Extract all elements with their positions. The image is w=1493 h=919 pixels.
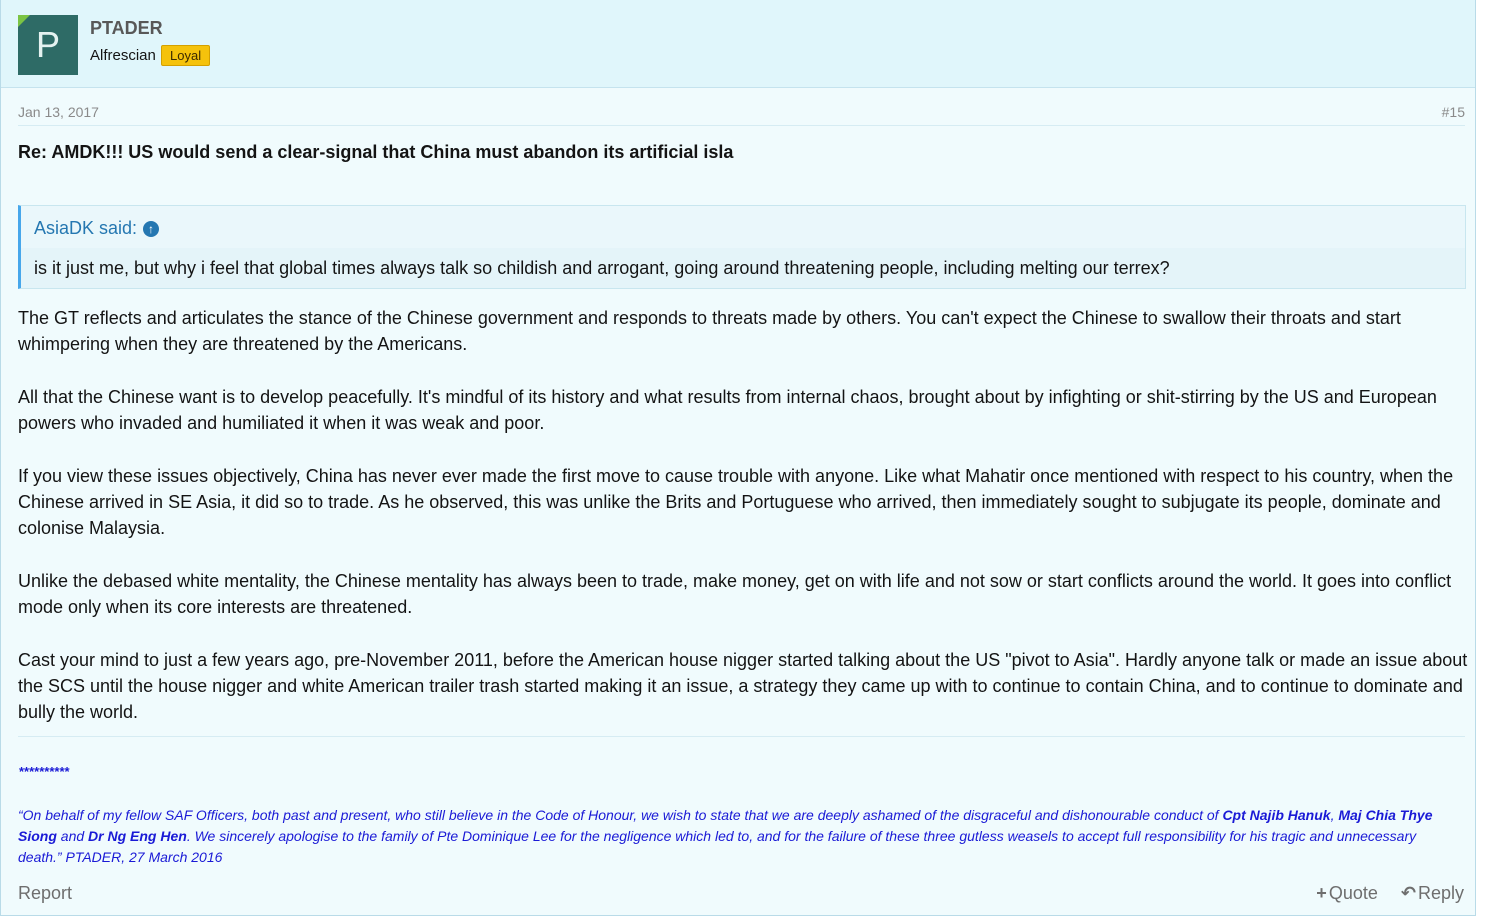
reply-label: Reply	[1417, 883, 1464, 903]
signature-name: Dr Ng Eng Hen	[88, 828, 187, 844]
circle-arrow-up-icon[interactable]: ↑	[143, 221, 159, 237]
user-rank-badge: Loyal	[161, 45, 210, 66]
user-title: Alfrescian	[90, 47, 156, 64]
post-author-header	[1, 0, 1475, 88]
avatar[interactable]: P	[18, 15, 78, 75]
signature-text	[18, 805, 1458, 868]
signature-part: “On behalf of my fellow SAF Officers, both past and present, who still believe in the Code of Honour, we wish to state that we are deeply ashamed of the disgraceful and dishonourable conduct of	[18, 807, 1223, 823]
username[interactable]: PTADER	[90, 18, 163, 38]
signature-stars: **********	[19, 764, 70, 779]
message-paragraph: Cast your mind to just a few years ago, pre-November 2011, before the American house nigger started talking about the US "pivot to Asia". Hardly anyone talk or made an issue about the SCS until the house nigger and white American trailer trash started making it an issue, a strategy they came up with to continue to contain China, and to continue to dominate and bully the world.	[18, 650, 1468, 722]
quote-block	[18, 205, 1466, 289]
signature-separator: and	[56, 828, 89, 844]
message-paragraph: If you view these issues objectively, China has never ever made the first move to cause trouble with anyone. Like what Mahatir once mentioned with respect to his country, when the Chinese arrived in SE Asia, it did so to trade. As he observed, this was unlike the Brits and Portuguese who arrived, then immediately sought to subjugate its people, dominate and colonise Malaysia.	[18, 466, 1454, 538]
signature-name: Cpt Najib Hanuk	[1222, 807, 1331, 823]
signature-divider	[18, 736, 1465, 737]
post-title: Re: AMDK!!! US would send a clear-signal that China must abandon its artificial isla	[18, 142, 734, 162]
signature-name: Maj Chia Thye Siong	[18, 807, 1433, 844]
message-paragraph: The GT reflects and articulates the stance of the Chinese government and responds to threats made by others. You can't expect the Chinese to swallow their throats and start whimpering when they are threatened by the Americans.	[18, 308, 1401, 354]
post-actions	[1298, 883, 1464, 904]
report-link[interactable]: Report	[18, 883, 73, 903]
signature-separator: ,	[1330, 807, 1339, 823]
quote-label: Quote	[1328, 883, 1378, 903]
online-indicator-icon	[18, 15, 30, 27]
meta-divider	[18, 125, 1465, 126]
post-number-link[interactable]: #15	[1441, 104, 1465, 120]
message-body	[18, 305, 1468, 752]
plus-icon: +	[1316, 883, 1327, 903]
quote-button[interactable]	[1316, 883, 1378, 904]
quote-text: is it just me, but why i feel that global times always talk so childish and arrogant, going around threatening people, including melting our terrex?	[21, 248, 1465, 288]
reply-arrow-icon: ↶	[1400, 883, 1416, 903]
post-date[interactable]: Jan 13, 2017	[18, 104, 99, 120]
quote-author-link[interactable]	[34, 218, 159, 239]
quote-author-label[interactable]: AsiaDK said:	[34, 218, 138, 238]
reply-button[interactable]	[1401, 883, 1464, 904]
message-paragraph: Unlike the debased white mentality, the Chinese mentality has always been to trade, make money, get on with life and not sow or start conflicts around the world. It goes into conflict mode only when its core interests are threatened.	[18, 571, 1452, 617]
signature-part: . We sincerely apologise to the family of Pte Dominique Lee for the negligence which led to, and for the failure of these three gutless weasels to accept full responsibility for his tragic and unnecessary death.” PTADER, 27 March 2016	[18, 828, 1417, 865]
message-paragraph: All that the Chinese want is to develop peacefully. It's mindful of its history and what results from internal chaos, brought about by infighting or shit-stirring by the US and European powers who invaded and humiliated it when it was weak and poor.	[18, 387, 1437, 433]
